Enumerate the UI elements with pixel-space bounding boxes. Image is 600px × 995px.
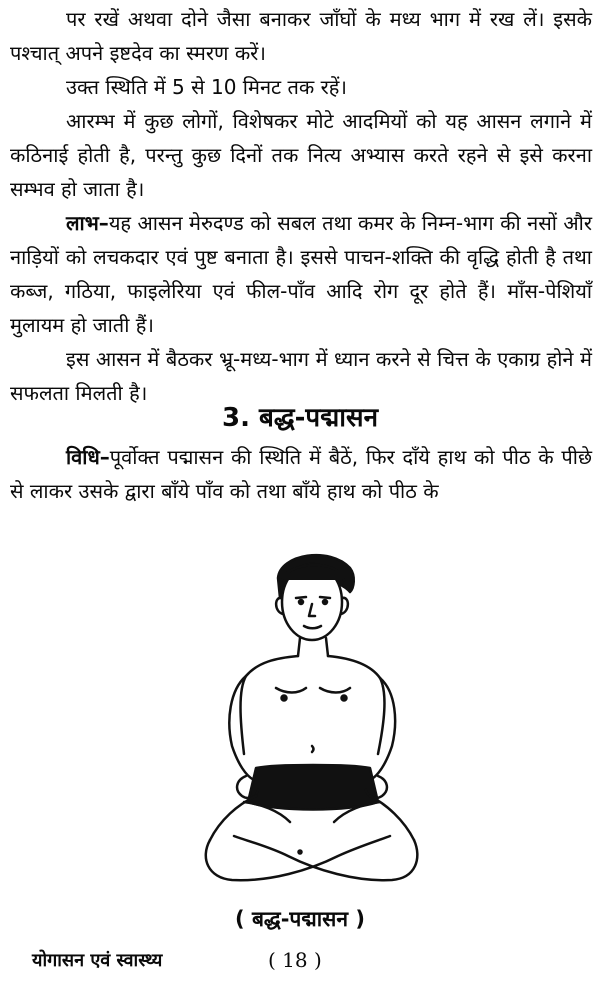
method-text: पूर्वोक्त पद्मासन की स्थिति में बैठें, फिर दाँये हाथ को पीठ के पीछे से लाकर उसके द्वारा बाँये पाँव को तथा बाँये हाथ को पीठ के — [10, 445, 592, 503]
paragraph-duration: उक्त स्थिति में 5 से 10 मिनट तक रहें। — [66, 75, 347, 99]
paragraph-benefits — [10, 206, 592, 342]
benefits-text: यह आसन मेरुदण्ड को सबल तथा कमर के निम्न-भाग की नसों और नाड़ियों को लचकदार एवं पुष्ट बनाता है। इससे पाचन-शक्ति की वृद्धि होती है तथा कब्ज, गठिया, फाइलेरिया एवं फील-पाँव आदि रोग दूर होते हैं। माँस-पेशियाँ मुलायम हो जाती हैं। — [10, 211, 592, 337]
paragraph-difficulty: आरम्भ में कुछ लोगों, विशेषकर मोटे आदमियों को यह आसन लगाने में कठिनाई होती है, परन्तु कुछ दिनों तक नित्य अभ्यास करते रहने से इसे करना सम्भव हो जाता है। — [10, 109, 592, 201]
paragraph-method — [10, 440, 592, 508]
footer-page-number: ( 18 ) — [268, 948, 322, 972]
baddha-padmasana-illustration — [180, 540, 420, 900]
paragraph-continuation: पर रखें अथवा दोने जैसा बनाकर जाँघों के मध्य भाग में रख लें। इसके पश्चात् अपने इष्टदेव का स्मरण करें। — [10, 7, 592, 65]
method-label: विधि– — [66, 445, 110, 469]
paragraph-meditation: इस आसन में बैठकर भ्रू-मध्य-भाग में ध्यान करने से चित्त के एकाग्र होने में सफलता मिलती है। — [10, 347, 592, 405]
footer-book-title: योगासन एवं स्वास्थ्य — [32, 950, 163, 971]
figure-caption: ( बद्ध-पद्मासन ) — [235, 907, 365, 931]
benefits-label: लाभ– — [66, 211, 109, 235]
section-heading: 3. बद्ध-पद्मासन — [222, 403, 378, 433]
